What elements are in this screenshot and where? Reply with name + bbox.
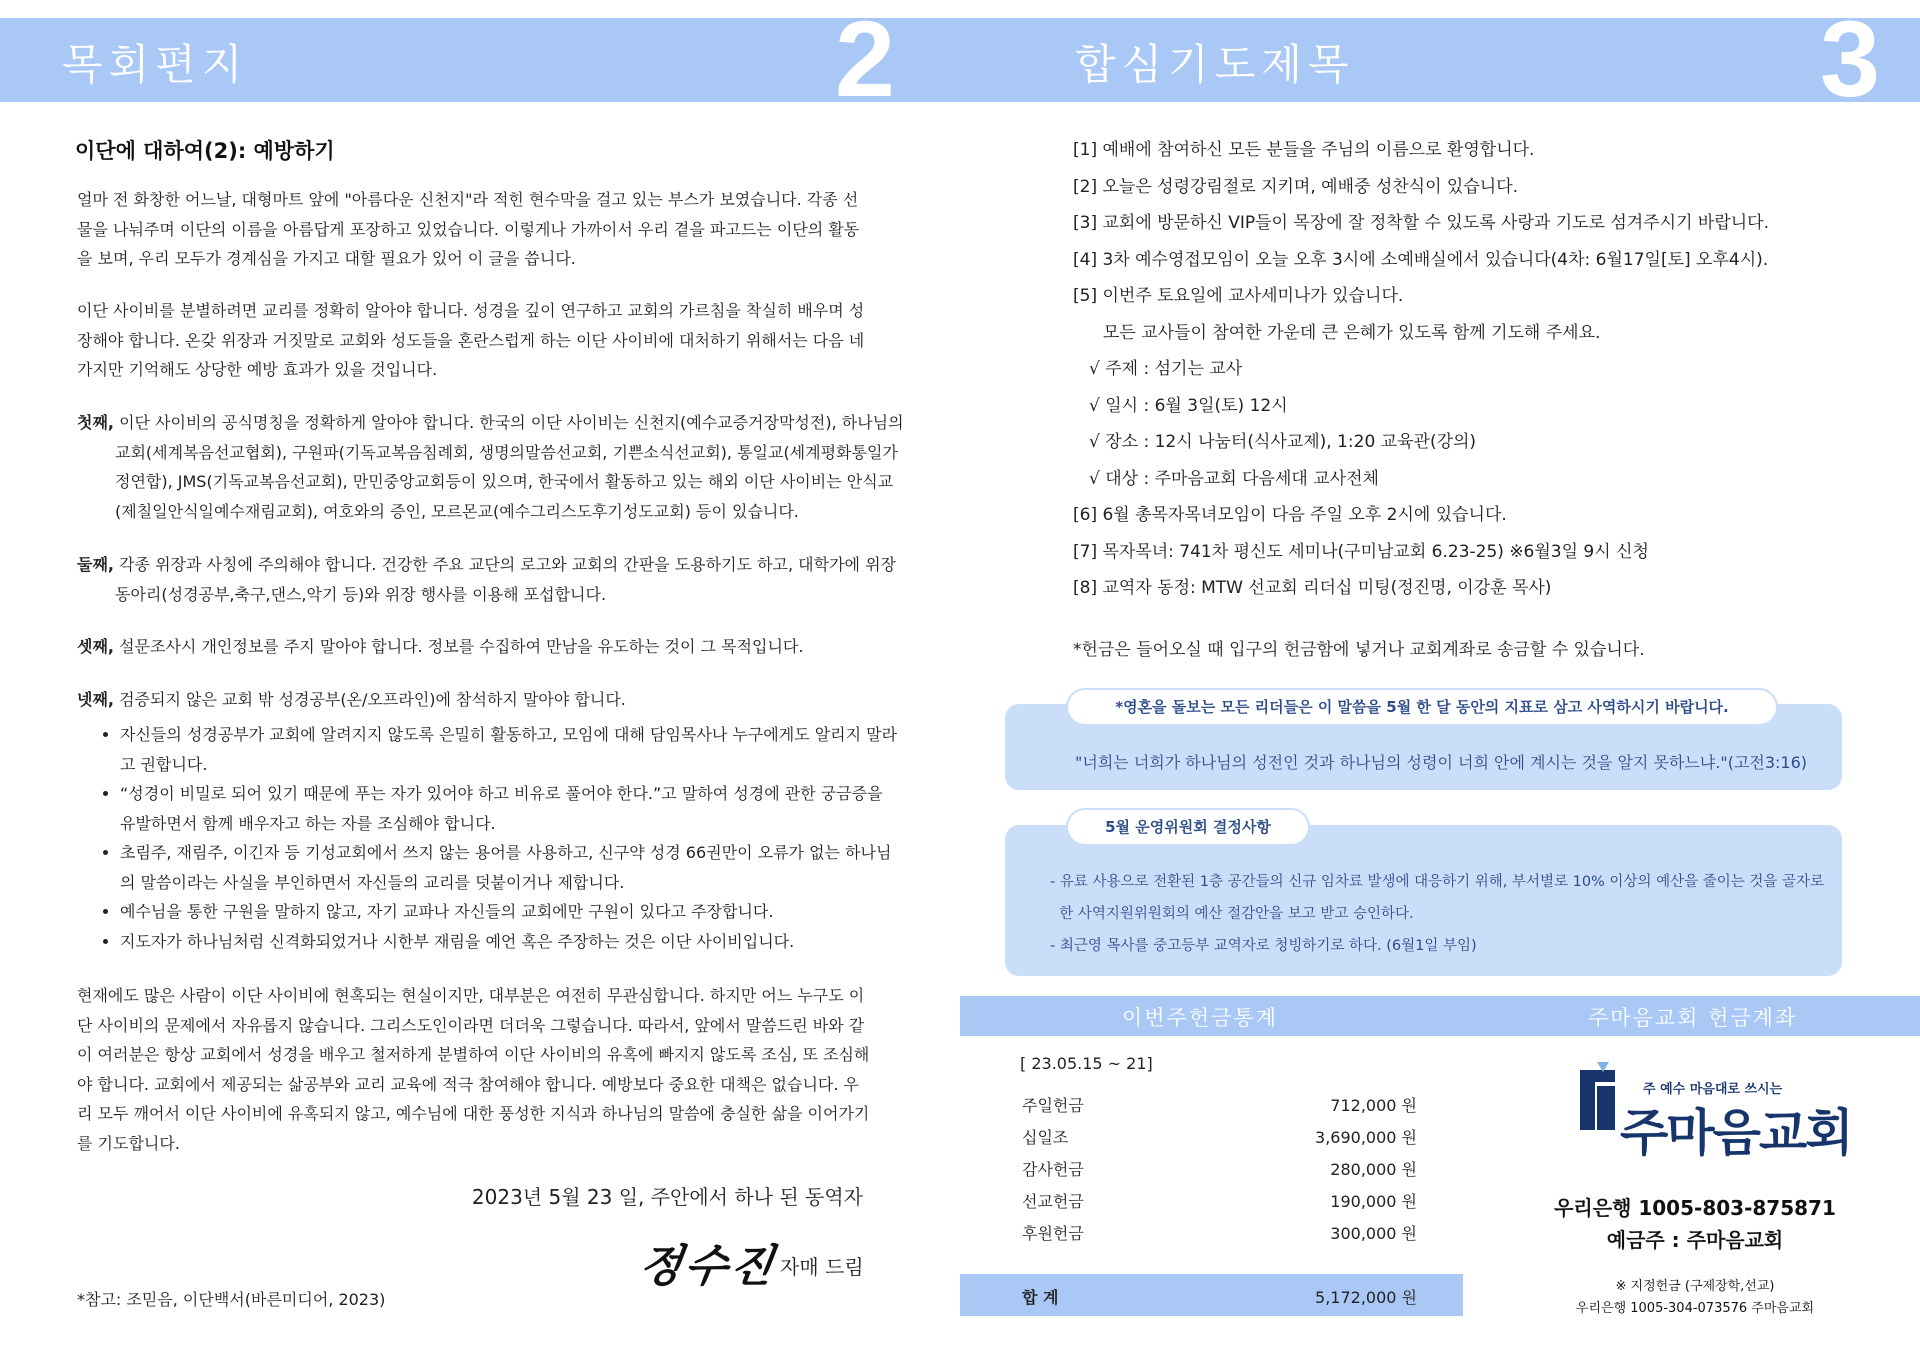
prayer-list bbox=[1073, 132, 1769, 607]
left-banner-title: 목회편지 bbox=[62, 40, 249, 89]
prayer-item: [3] 교회에 방문하신 VIP들이 목장에 잘 정착할 수 있도록 사랑과 기도로 섬겨주시기 바랍니다. bbox=[1073, 213, 1769, 233]
point-second bbox=[77, 550, 908, 609]
point-third-label: 셋째, bbox=[77, 637, 114, 656]
point-second-label: 둘째, bbox=[77, 555, 114, 574]
list-item: • 초림주, 재림주, 이긴자 등 기성교회에서 쓰지 않는 용어를 사용하고, 신구약 성경 66권만이 오류가 없는 하나님의 말씀이라는 사실을 부인하면서 자신들의 교리를 덧붙이거나 제합니다. bbox=[120, 838, 898, 897]
stat-amount: 3,690,000 원 bbox=[1315, 1128, 1417, 1147]
stat-label: 주일헌금 bbox=[1022, 1096, 1084, 1115]
logo-name: 주마음교회 bbox=[1620, 1104, 1852, 1162]
prayer-item: [1] 예배에 참여하신 모든 분들을 주님의 이름으로 환영합니다. bbox=[1073, 140, 1535, 160]
signature: 정수진 bbox=[635, 1241, 780, 1292]
committee-item-2: 한 사역지원위원회의 예산 절감안을 보고 받고 승인하다. bbox=[1050, 906, 1414, 922]
signature-suffix: 자매 드림 bbox=[780, 1255, 864, 1279]
right-banner-title: 합심기도제목 bbox=[1075, 40, 1355, 89]
point-third bbox=[77, 632, 870, 662]
prayer-item: [6] 6월 총목자목녀모임이 다음 주일 오후 2시에 있습니다. bbox=[1073, 505, 1507, 525]
total-amount: 5,172,000 원 bbox=[1315, 1288, 1417, 1307]
point-fourth-label: 넷째, bbox=[77, 690, 114, 709]
logo-tagline: 주 예수 마음대로 쓰시는 bbox=[1643, 1082, 1783, 1097]
prayer-item: √ 일시 : 6월 3일(토) 12시 bbox=[1089, 395, 1288, 416]
stat-label: 후원헌금 bbox=[1022, 1224, 1084, 1243]
left-page-number: 2 bbox=[835, 0, 896, 119]
stat-label: 감사헌금 bbox=[1022, 1160, 1084, 1179]
stat-amount: 190,000 원 bbox=[1330, 1192, 1417, 1211]
stat-amount: 300,000 원 bbox=[1330, 1224, 1417, 1243]
table-row bbox=[1022, 1093, 1417, 1117]
offering-stats-title: 이번주헌금통계 bbox=[1122, 1006, 1279, 1030]
table-row bbox=[1022, 1157, 1417, 1181]
stat-label: 선교헌금 bbox=[1022, 1192, 1084, 1211]
prayer-item: [5] 이번주 토요일에 교사세미나가 있습니다. bbox=[1073, 286, 1404, 306]
point-first-label: 첫째, bbox=[77, 413, 114, 432]
list-item: • 자신들의 성경공부가 교회에 알려지지 않도록 은밀히 활동하고, 모임에 대해 담임목사나 누구에게도 알리지 말라고 권합니다. bbox=[120, 720, 898, 779]
prayer-item: 모든 교사들이 참여한 가운데 큰 은혜가 있도록 함께 기도해 주세요. bbox=[1103, 322, 1601, 343]
point-first-text: 이단 사이비의 공식명칭을 정확하게 알아야 합니다. 한국의 이단 사이비는 신천지(예수교증거장막성전), 하나님의 교회(세계복음선교협회), 구원파(기독교복음침례회, 생명의말씀선교회, 기쁜소식선교회), 통일교(세계평화통일가정연합), JMS(기독교복음선교회), 만민중앙교회등이 있으며, 한국에서 활동하고 있는 해외 이단 사이비는 안식교(제칠일안식일예수재림교회), 여호와의 증인, 모르몬교(예수그리스도후기성도교회) 등이 있습니다. bbox=[114, 413, 904, 521]
stats-date-range: [ 23.05.15 ~ 21] bbox=[1020, 1054, 1153, 1073]
committee-box-header: 5월 운영위원회 결정사항 bbox=[1066, 808, 1310, 846]
paragraph-doctrine: 이단 사이비를 분별하려면 교리를 정확히 알아야 합니다. 성경을 깊이 연구하고 교회의 가르침을 착실히 배우며 성장해야 합니다. 온갖 위장과 거짓말로 교회와 성도들을 혼란스럽게 하는 이단 사이비에 대처하기 위해서는 다음 네 가지만 기억해도 상당한 예방 효과가 있을 것입니다. bbox=[77, 301, 865, 379]
reference-note: *참고: 조믿음, 이단백서(바른미디어, 2023) bbox=[77, 1290, 386, 1309]
verse-text: "너희는 너희가 하나님의 성전인 것과 하나님의 성령이 너희 안에 계시는 것을 알지 못하느냐."(고전3:16) bbox=[1075, 753, 1808, 772]
verse-box-header: *영혼을 돌보는 모든 리더들은 이 말씀을 5월 한 달 동안의 지표로 삼고 사역하시기 바랍니다. bbox=[1066, 688, 1778, 726]
account-title: 주마음교회 헌금계좌 bbox=[1588, 1006, 1798, 1030]
account-holder: 예금주 : 주마음교회 bbox=[1606, 1228, 1784, 1252]
stat-amount: 280,000 원 bbox=[1330, 1160, 1417, 1179]
paragraph-intro: 얼마 전 화창한 어느날, 대형마트 앞에 "아름다운 신천지"라 적힌 현수막을 걸고 있는 부스가 보였습니다. 각종 선물을 나눠주며 이단의 이름을 아름답게 포장하고 있었습니다. 이렇게나 가까이서 우리 곁을 파고드는 이단의 활동을 보며, 우리 모두가 경계심을 가지고 대할 필요가 있어 이 글을 씁니다. bbox=[77, 190, 860, 268]
offering-note: *헌금은 들어오실 때 입구의 헌금함에 넣거나 교회계좌로 송금할 수 있습니다. bbox=[1073, 640, 1645, 660]
stat-label: 십일조 bbox=[1022, 1128, 1069, 1147]
warning-bullet-list bbox=[92, 720, 898, 956]
committee-item-3: - 최근영 목사를 중고등부 교역자로 청빙하기로 하다. (6월1일 부임) bbox=[1050, 938, 1477, 954]
committee-item-1: - 유료 사용으로 전환된 1층 공간들의 신규 임차료 발생에 대응하기 위해, 부서별로 10% 이상의 예산을 줄이는 것을 골자로 bbox=[1050, 874, 1824, 890]
article-title: 이단에 대하여(2): 예방하기 bbox=[75, 139, 335, 163]
prayer-item: √ 대상 : 주마음교회 다음세대 교사전체 bbox=[1089, 468, 1379, 489]
stat-amount: 712,000 원 bbox=[1330, 1096, 1417, 1115]
total-label: 합 계 bbox=[1022, 1288, 1059, 1307]
table-row bbox=[1022, 1125, 1417, 1149]
point-first bbox=[77, 408, 908, 526]
point-third-text: 설문조사시 개인정보를 주지 말아야 합니다. 정보를 수집하여 만남을 유도하는 것이 그 목적입니다. bbox=[114, 637, 804, 656]
table-row bbox=[1022, 1189, 1417, 1213]
letter-date: 2023년 5월 23 일, 주안에서 하나 된 동역자 bbox=[471, 1185, 863, 1209]
designated-offering-title: ※ 지정헌금 (구제장학,선교) bbox=[1615, 1279, 1775, 1294]
bank-account: 우리은행 1005-803-875871 bbox=[1554, 1196, 1836, 1220]
list-item: • “성경이 비밀로 되어 있기 때문에 푸는 자가 있어야 하고 비유로 풀어야 한다.”고 말하여 성경에 관한 궁금증을 유발하면서 함께 배우자고 하는 자를 조심해야 합니다. bbox=[120, 779, 898, 838]
paragraph-conclusion: 현재에도 많은 사람이 이단 사이비에 현혹되는 현실이지만, 대부분은 여전히 무관심합니다. 하지만 어느 누구도 이단 사이비의 문제에서 자유롭지 않습니다. 그리스도인이라면 더더욱 그렇습니다. 따라서, 앞에서 말씀드린 바와 같이 여러분은 항상 교회에서 성경을 배우고 철저하게 분별하여 이단 사이비의 유혹에 빠지지 않도록 조심, 또 조심해야 합니다. 교회에서 제공되는 삶공부와 교리 교육에 적극 참여해야 합니다. 예방보다 중요한 대책은 없습니다. 우리 모두 깨어서 이단 사이비에 유혹되지 않고, 예수님에 대한 풍성한 지식과 하나님의 말씀에 충실한 삶을 이어가기를 기도합니다. bbox=[77, 986, 870, 1153]
prayer-item: √ 장소 : 12시 나눔터(식사교제), 1:20 교육관(강의) bbox=[1089, 432, 1477, 452]
prayer-item: [7] 목자목녀: 741차 평신도 세미나(구미남교회 6.23-25) ※6월3일 9시 신청 bbox=[1073, 541, 1649, 562]
list-item: • 지도자가 하나님처럼 신격화되었거나 시한부 재림을 예언 혹은 주장하는 것은 이단 사이비입니다. bbox=[120, 927, 898, 957]
prayer-item: √ 주제 : 섬기는 교사 bbox=[1089, 359, 1243, 379]
table-row bbox=[1022, 1221, 1417, 1245]
point-fourth bbox=[77, 685, 870, 715]
right-page-number: 3 bbox=[1820, 0, 1881, 119]
point-fourth-text: 검증되지 않은 교회 밖 성경공부(온/오프라인)에 참석하지 말아야 합니다. bbox=[114, 690, 626, 709]
designated-offering-account: 우리은행 1005-304-073576 주마음교회 bbox=[1575, 1301, 1815, 1316]
point-second-text: 각종 위장과 사칭에 주의해야 합니다. 건강한 주요 교단의 로고와 교회의 간판을 도용하기도 하고, 대학가에 위장동아리(성경공부,축구,댄스,악기 등)와 위장 행사를 이용해 포섭합니다. bbox=[114, 555, 896, 604]
prayer-item: [4] 3차 예수영접모임이 오늘 오후 3시에 소예배실에서 있습니다(4차: 6월17일[토] 오후4시). bbox=[1073, 249, 1769, 270]
prayer-item: [8] 교역자 동정: MTW 선교회 리더십 미팅(정진명, 이강훈 목사) bbox=[1073, 578, 1552, 598]
prayer-item: [2] 오늘은 성령강림절로 지키며, 예배중 성찬식이 있습니다. bbox=[1073, 176, 1519, 197]
list-item: • 예수님을 통한 구원을 말하지 않고, 자기 교파나 자신들의 교회에만 구원이 있다고 주장합니다. bbox=[120, 897, 898, 927]
